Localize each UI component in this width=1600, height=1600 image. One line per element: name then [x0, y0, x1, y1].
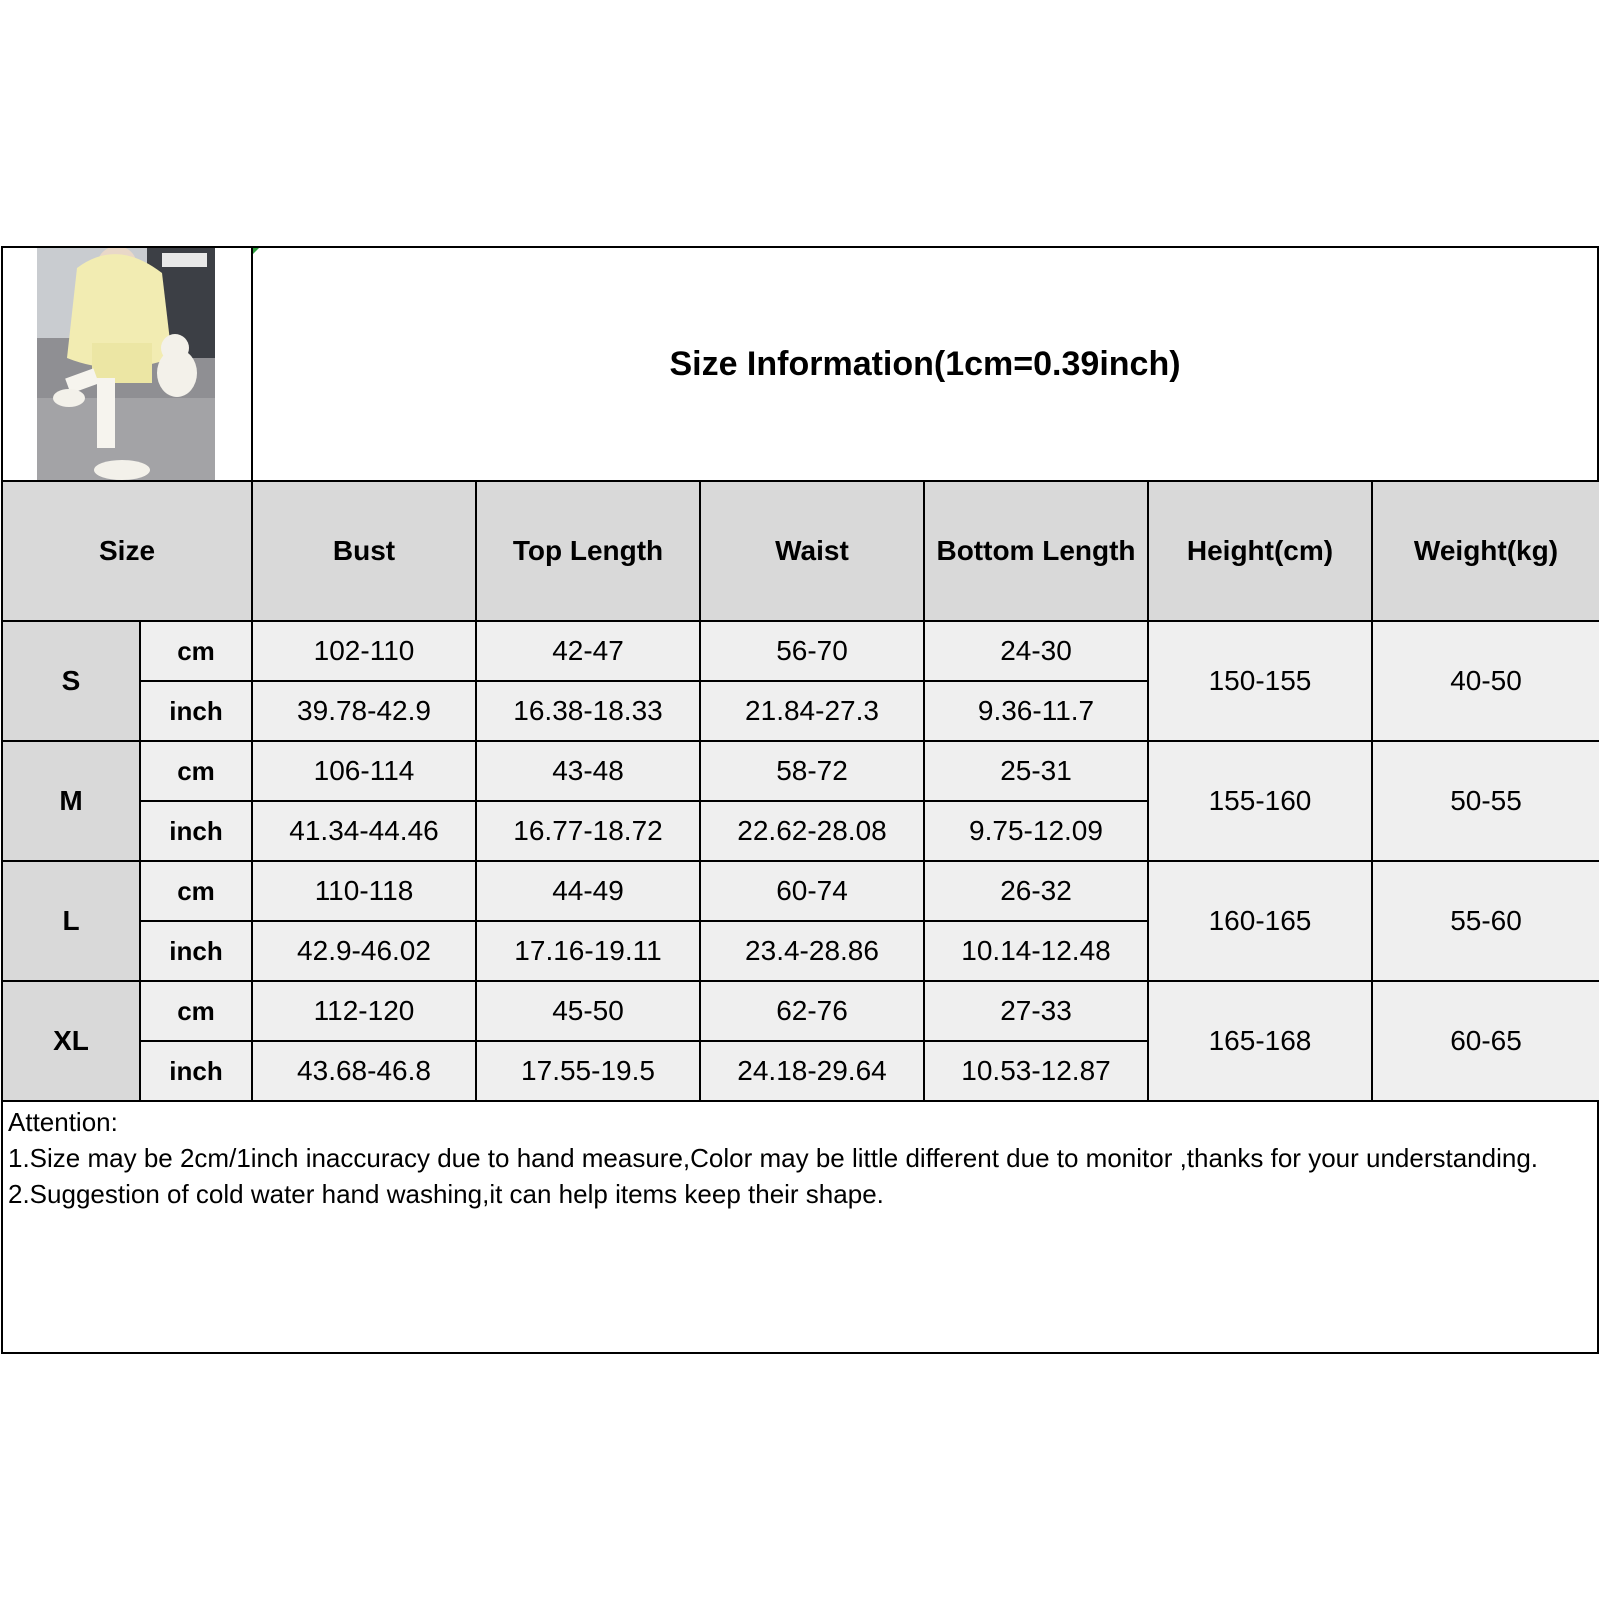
- table-cell: 10.53-12.87: [961, 1055, 1111, 1086]
- table-cell: 106-114: [313, 755, 415, 786]
- table-cell: 41.34-44.46: [289, 815, 439, 846]
- grid-line: [141, 1040, 1149, 1042]
- table-cell-weight: 50-55: [1450, 785, 1522, 816]
- table-cell: 22.62-28.08: [737, 815, 887, 846]
- grid-line: [1371, 480, 1373, 1100]
- table-cell: 62-76: [776, 995, 848, 1026]
- table-cell: 24-30: [1000, 635, 1072, 666]
- table-cell: 10.14-12.48: [961, 935, 1111, 966]
- grid-line: [3, 480, 1599, 482]
- table-cell-height: 165-168: [1208, 1025, 1312, 1056]
- header-bust: Bust: [332, 535, 396, 566]
- table-cell: 26-32: [1000, 875, 1072, 906]
- table-cell: 9.75-12.09: [969, 815, 1103, 846]
- table-cell: 60-74: [776, 875, 848, 906]
- grid-line: [699, 480, 701, 1100]
- table-cell: 39.78-42.9: [297, 695, 431, 726]
- grid-line: [3, 1100, 1599, 1102]
- header-size: Size: [98, 535, 156, 566]
- table-cell: 58-72: [776, 755, 848, 786]
- notes-line-2: 2.Suggestion of cold water hand washing,it can help items keep their shape.: [8, 1179, 884, 1209]
- grid-line: [141, 920, 1149, 922]
- table-cell: 42-47: [552, 635, 624, 666]
- header-waist: Waist: [775, 535, 849, 566]
- size-label-l: L: [62, 905, 80, 936]
- table-cell: 27-33: [1000, 995, 1072, 1026]
- grid-line: [3, 620, 1599, 622]
- table-cell: 17.55-19.5: [521, 1055, 655, 1086]
- product-photo: [37, 248, 215, 480]
- unit-label: cm: [177, 635, 215, 666]
- table-cell: 24.18-29.64: [737, 1055, 887, 1086]
- table-cell: 110-118: [314, 875, 414, 906]
- table-cell: 102-110: [313, 635, 415, 666]
- unit-label: cm: [177, 875, 215, 906]
- table-cell: 43-48: [552, 755, 624, 786]
- table-cell: 25-31: [1000, 755, 1072, 786]
- header-weight: Weight(kg): [1413, 535, 1559, 566]
- table-cell: 56-70: [776, 635, 848, 666]
- unit-label: inch: [169, 935, 223, 966]
- size-chart-table: [1, 246, 1599, 1354]
- grid-line: [139, 620, 141, 1100]
- page-title: Size Information(1cm=0.39inch): [669, 344, 1181, 383]
- grid-line: [475, 480, 477, 1100]
- table-cell-weight: 40-50: [1450, 665, 1522, 696]
- table-cell: 44-49: [552, 875, 624, 906]
- header-top-length: Top Length: [512, 535, 664, 566]
- notes-heading: Attention:: [8, 1107, 118, 1137]
- grid-line: [3, 740, 1599, 742]
- size-label-xl: XL: [53, 1025, 89, 1056]
- table-cell-height: 160-165: [1208, 905, 1312, 936]
- grid-line: [923, 480, 925, 1100]
- grid-line: [3, 860, 1599, 862]
- table-cell: 9.36-11.7: [977, 695, 1095, 726]
- unit-label: cm: [177, 995, 215, 1026]
- table-cell: 42.9-46.02: [297, 935, 431, 966]
- size-label-m: M: [59, 785, 83, 816]
- table-cell: 45-50: [552, 995, 624, 1026]
- product-photo-illustration: [37, 248, 215, 480]
- unit-label: cm: [177, 755, 215, 786]
- grid-line: [1147, 480, 1149, 1100]
- table-cell: 16.77-18.72: [513, 815, 663, 846]
- attention-notes: [8, 1104, 1588, 1212]
- grid-line: [141, 800, 1149, 802]
- grid-line: [141, 680, 1149, 682]
- table-cell: 21.84-27.3: [745, 695, 879, 726]
- table-cell: 43.68-46.8: [297, 1055, 431, 1086]
- table-cell-weight: 60-65: [1450, 1025, 1522, 1056]
- notes-line-1: 1.Size may be 2cm/1inch inaccuracy due to hand measure,Color may be little different due to monitor ,thanks for your understanding.: [8, 1143, 1539, 1173]
- header-bottom-length: Bottom Length: [936, 535, 1136, 566]
- unit-label: inch: [169, 815, 223, 846]
- table-cell: 16.38-18.33: [513, 695, 663, 726]
- table-cell-height: 155-160: [1208, 785, 1312, 816]
- grid-line: [251, 248, 253, 1100]
- table-cell: 112-120: [313, 995, 415, 1026]
- header-height: Height(cm): [1186, 535, 1334, 566]
- table-cell-weight: 55-60: [1450, 905, 1522, 936]
- table-cell: 17.16-19.11: [514, 935, 662, 966]
- unit-label: inch: [169, 1055, 223, 1086]
- size-label-s: S: [61, 665, 81, 696]
- unit-label: inch: [169, 695, 223, 726]
- table-cell: 23.4-28.86: [745, 935, 879, 966]
- table-cell-height: 150-155: [1208, 665, 1312, 696]
- grid-line: [3, 980, 1599, 982]
